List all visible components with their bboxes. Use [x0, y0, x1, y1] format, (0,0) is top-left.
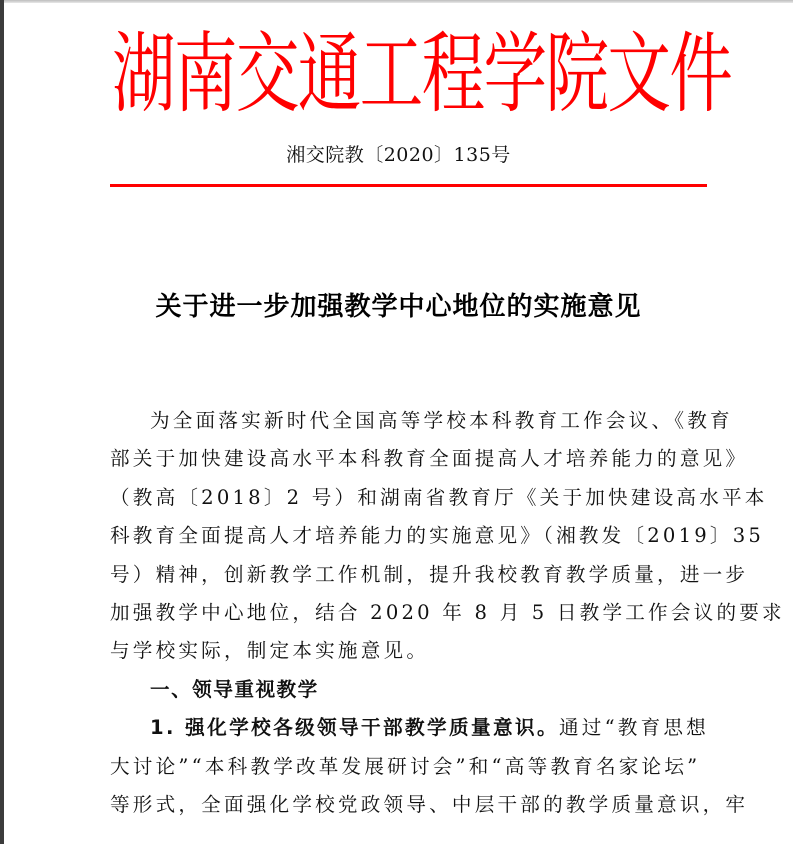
paragraph-line: （教高〔2018〕2 号）和湖南省教育厅《关于加快建设高水平本	[110, 485, 768, 509]
document-body	[110, 402, 785, 824]
section-heading: 一、领导重视教学	[150, 677, 319, 701]
paragraph-line: 科教育全面提高人才培养能力的实施意见》（湘教发〔2019〕35	[110, 524, 765, 548]
item-first-line	[110, 709, 710, 747]
paragraph-line: 部关于加快建设高水平本科教育全面提高人才培养能力的意见》	[110, 447, 749, 471]
paragraph-line: 为全面落实新时代全国高等学校本科教育工作会议、《教育	[150, 409, 733, 432]
paragraph-line: 大讨论”“本科教学改革发展研讨会”和“高等教育名家论坛”	[110, 754, 701, 778]
paragraph-line: 等形式，全面强化学校党政领导、中层干部的教学质量意识，牢	[110, 792, 749, 816]
item-first-line-rest: 通过“教育思想	[559, 716, 709, 740]
document-title: 关于进一步加强教学中心地位的实施意见	[155, 292, 642, 322]
paragraph-line: 号）精神，创新教学工作机制，提升我校教育教学质量，进一步	[110, 562, 749, 586]
item-lead-text: 1. 强化学校各级领导干部教学质量意识。	[150, 716, 559, 740]
red-divider-rule	[110, 184, 707, 187]
masthead-title: 湖南交通工程学院文件	[112, 23, 732, 126]
document-page	[4, 3, 793, 844]
document-number: 湘交院教〔2020〕135号	[286, 144, 511, 166]
paragraph-line: 与学校实际，制定本实施意见。	[110, 639, 430, 663]
paragraph-line: 加强教学中心地位，结合 2020 年 8 月 5 日教学工作会议的要求	[110, 600, 785, 624]
